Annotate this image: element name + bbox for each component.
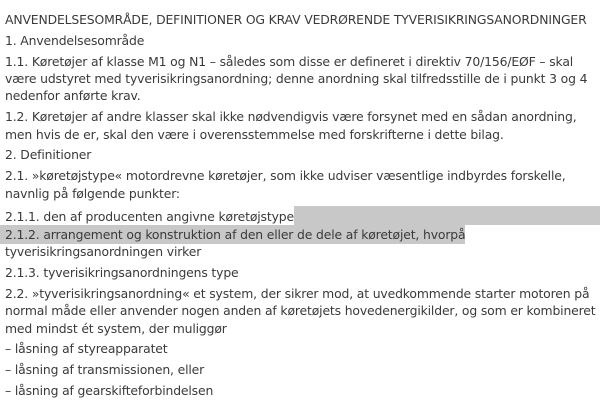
paragraph-1-1 [5, 53, 600, 105]
text-line: 1.2. Køretøjer af andre klasser skal ikke nødvendigvis være forsynet med en sådan anordning, [5, 109, 577, 125]
text-line[interactable] [5, 226, 600, 243]
section-2-heading: 2. Definitioner [5, 147, 92, 163]
text-line: tyverisikringsanordningen virker [5, 244, 202, 260]
text-line: nedenfor anførte krav. [5, 88, 141, 104]
text-line: normal måde eller anvender nogen anden af køretøjets hovedenergikilder, og som er kombineret [5, 303, 596, 319]
text-line: 2.1. »køretøjstype« motordrevne køretøjer, som ikke udviser væsentlige indbyrdes forskelle, [5, 168, 566, 184]
paragraph-2-1 [5, 167, 600, 202]
text-line: med mindst ét system, der muliggør [5, 320, 227, 336]
text-line: men hvis de er, skal den være i overensstemmelse med forskrifterne i dette bilag. [5, 126, 504, 142]
section-1-heading: 1. Anvendelsesområde [5, 32, 145, 48]
paragraph-2-1-1[interactable] [5, 206, 600, 225]
document-title: ANVENDELSESOMRÅDE, DEFINITIONER OG KRAV VEDRØRENDE TYVERISIKRINGSANORDNINGER [5, 12, 587, 27]
bullet-item: – låsning af transmissionen, eller [5, 362, 205, 378]
paragraph-2-1-3: 2.1.3. tyverisikringsanordningens type [5, 265, 239, 281]
bullet-item: – låsning af styreapparatet [5, 341, 168, 357]
paragraph-1-2 [5, 108, 600, 143]
text-line: 2.2. »tyverisikringsanordning« et system, der sikrer mod, at uvedkommende starter motoren på [5, 285, 590, 301]
selected-text[interactable]: 2.1.2. arrangement og konstruktion af den eller de dele af køretøjet, hvorpå [0, 225, 465, 244]
text-selection-highlight [294, 206, 600, 225]
text-line: 1.1. Køretøjer af klasse M1 og N1 – således som disse er defineret i direktiv 70/156/EØF – skal [5, 53, 574, 69]
text-span[interactable]: 2.1.1. den af producenten angivne køretøjstype [5, 208, 294, 224]
paragraph-2-1-2[interactable] [5, 226, 600, 261]
document-body [5, 11, 600, 399]
paragraph-2-2 [5, 285, 600, 337]
text-line: være udstyret med tyverisikringsanordning; denne anordning skal tilfredsstille de i punkt 3 og 4 [5, 71, 588, 87]
bullet-item: – låsning af gearskifteforbindelsen [5, 383, 214, 399]
text-line: navnlig på følgende punkter: [5, 185, 180, 201]
